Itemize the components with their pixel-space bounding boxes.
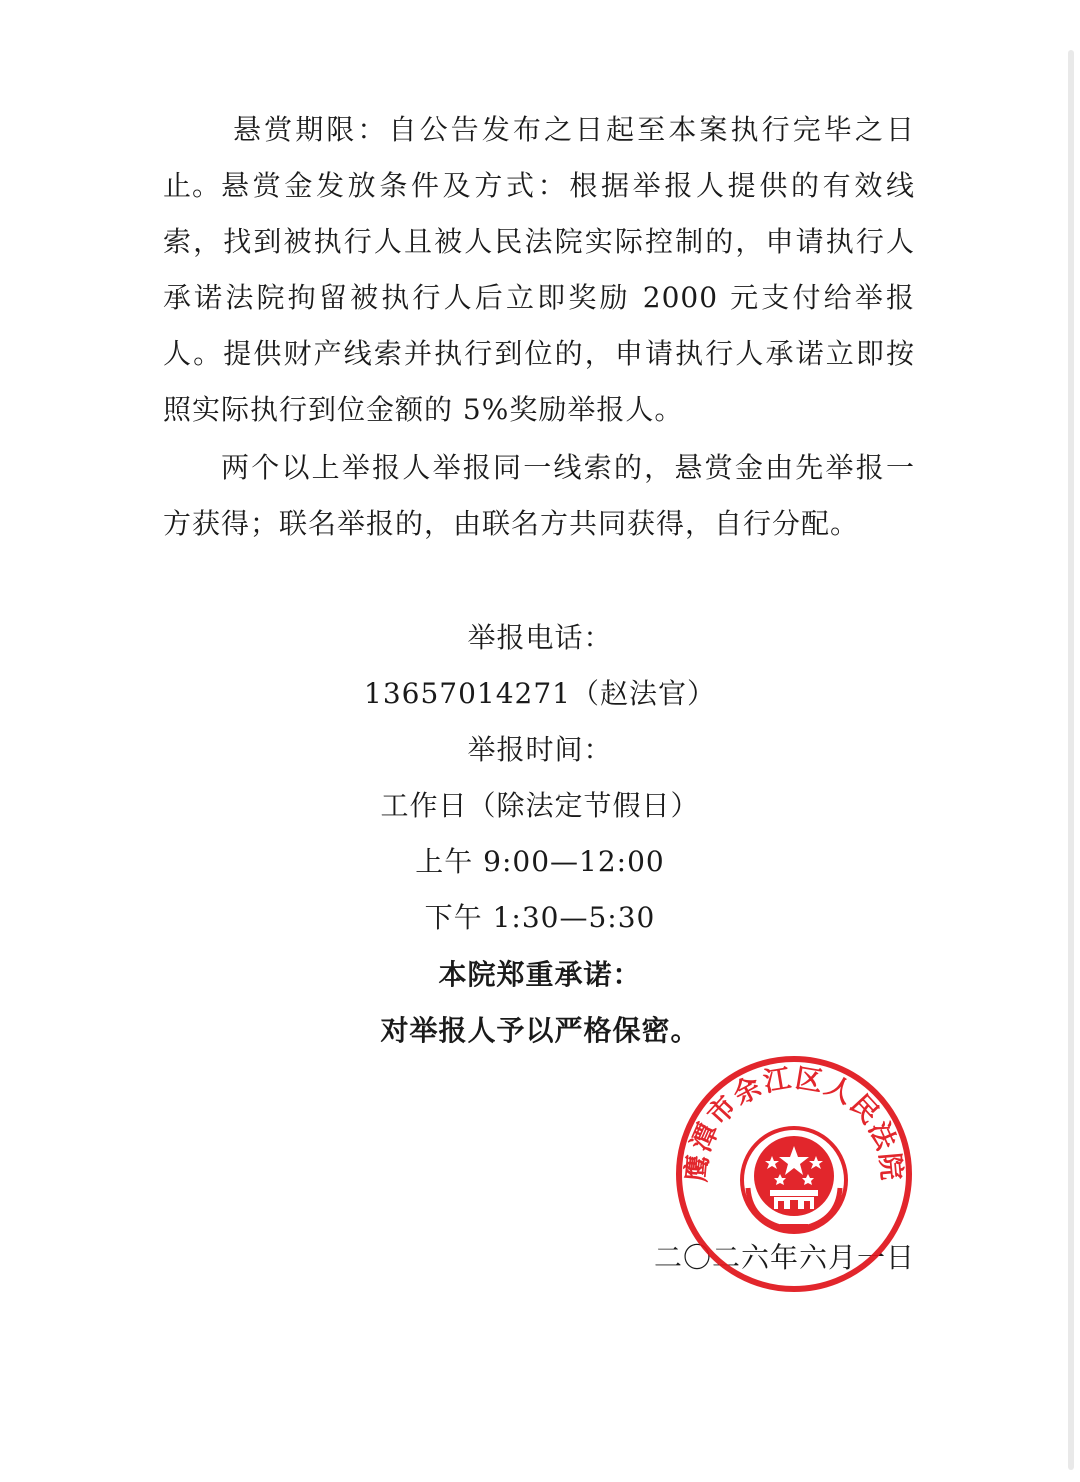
- reward-conditions-paragraph: 悬赏金发放条件及方式：根据举报人提供的有效线索，找到被执行人且被人民法院实际控制的，申请执行人承诺法院拘留被执行人后立即奖励 2000 元支付给举报人。提供财产线索并执行到位的，申请执行人承诺立即按照实际执行到位金额的 5%奖励举报人。: [163, 169, 915, 426]
- workdays-text: 工作日（除法定节假日）: [380, 789, 700, 822]
- morning-hours: 上午 9:00—12:00: [415, 845, 665, 878]
- multiple-reporters-paragraph: 两个以上举报人举报同一线索的，悬赏金由先举报一方获得；联名举报的，由联名方共同获得，自行分配。: [163, 451, 915, 540]
- svg-text:鹰潭市余江区人民法院: 鹰潭市余江区人民法院: [681, 1062, 907, 1184]
- scrollbar[interactable]: [1068, 50, 1074, 1470]
- afternoon-hours: 下午 1:30—5:30: [424, 901, 656, 934]
- promise-text: 对举报人予以严格保密。: [380, 1014, 700, 1047]
- phone-number: 13657014271（赵法官）: [364, 677, 716, 710]
- court-seal-icon: [672, 1052, 916, 1296]
- reward-term-paragraph: 悬赏期限：自公告发布之日起至本案执行完毕之日止。: [163, 113, 915, 202]
- notice-date: 二〇二六年六月一日: [653, 1241, 915, 1274]
- time-label: 举报时间：: [467, 733, 613, 766]
- phone-label: 举报电话：: [467, 621, 613, 654]
- promise-heading: 本院郑重承诺：: [438, 958, 642, 991]
